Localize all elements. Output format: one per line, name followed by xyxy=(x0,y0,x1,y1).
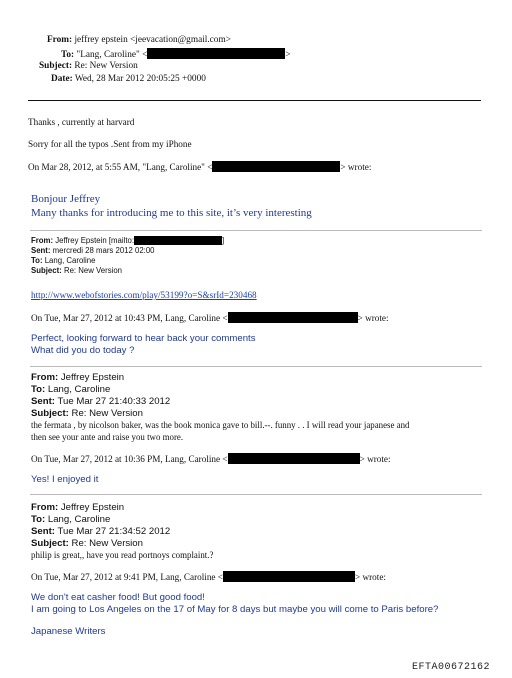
fwd3-sent-label: Sent: xyxy=(31,526,55,537)
header-subject-value: Re: New Version xyxy=(74,61,138,71)
header-date-label: Date: xyxy=(51,74,73,84)
fwd1-from-row xyxy=(31,236,224,245)
fwd1-subject-label: Subject: xyxy=(31,266,62,275)
fwd2-divider xyxy=(30,366,482,367)
fwd2-subject-label: Subject: xyxy=(31,408,69,419)
fwd1-from-value: Jeffrey Epstein [mailto: xyxy=(55,236,134,245)
fwd2-body-line2: then see your ante and raise you two more. xyxy=(31,432,184,442)
fwd3-subject-label: Subject: xyxy=(31,538,69,549)
fwd3-wrote-pre: On Tue, Mar 27, 2012 at 9:41 PM, Lang, Caroline < xyxy=(31,572,223,582)
msg2-line1: Bonjour Jeffrey xyxy=(31,193,101,205)
fwd1-sent-label: Sent: xyxy=(31,246,51,255)
fwd2-subject-row xyxy=(31,408,143,419)
fwd2-subject-value: Re: New Version xyxy=(71,408,143,419)
fwd3-from-label: From: xyxy=(31,502,59,513)
fwd2-sent-row xyxy=(31,396,170,407)
fwd1-to-value: Lang, Caroline xyxy=(44,256,96,265)
msg1-line2: Sorry for all the typos .Sent from my iPhone xyxy=(28,139,192,149)
fwd2-to-label: To: xyxy=(31,384,46,395)
fwd2-to-row xyxy=(31,384,110,395)
fwd2-to-value: Lang, Caroline xyxy=(47,384,111,395)
fwd1-wrote-line xyxy=(31,312,389,323)
header-subject-row xyxy=(39,61,138,71)
fwd1-subject-row xyxy=(31,266,122,275)
header-to-value: "Lang, Caroline" < xyxy=(76,50,148,60)
msg4-line1: Yes! I enjoyed it xyxy=(31,474,99,485)
redaction-block xyxy=(134,236,225,245)
header-to-label: To: xyxy=(61,50,75,60)
fwd1-from-label: From: xyxy=(31,236,54,245)
msg1-line1: Thanks , currently at harvard xyxy=(28,117,135,127)
msg5-line3: Japanese Writers xyxy=(31,626,106,637)
header-to-row xyxy=(61,48,291,60)
webofstories-link[interactable]: http://www.webofstories.com/play/53199?o=S&srId=230468 xyxy=(31,290,257,300)
msg5-line1: We don't eat casher food! But good food! xyxy=(31,592,205,603)
fwd2-from-label: From: xyxy=(31,372,59,383)
fwd3-from-value: Jeffrey Epstein xyxy=(60,502,125,513)
document-id: EFTA00672162 xyxy=(412,662,491,673)
fwd3-subject-value: Re: New Version xyxy=(71,538,143,549)
msg1-wrote-line xyxy=(28,161,371,172)
fwd2-wrote-post: > wrote: xyxy=(359,454,391,464)
fwd3-sent-value: Tue Mar 27 21:34:52 2012 xyxy=(57,526,171,537)
fwd2-wrote-line xyxy=(31,453,391,464)
fwd3-divider xyxy=(30,494,482,495)
header-to-end: > xyxy=(285,50,291,60)
msg3-line1: Perfect, looking forward to hear back your comments xyxy=(31,333,256,344)
fwd3-subject-row xyxy=(31,538,143,549)
fwd3-sent-row xyxy=(31,526,170,537)
header-from-value: jeffrey epstein <jeevacation@gmail.com> xyxy=(74,35,231,45)
redaction-block xyxy=(228,312,358,323)
fwd1-wrote-pre: On Tue, Mar 27, 2012 at 10:43 PM, Lang, Caroline < xyxy=(31,313,228,323)
fwd1-to-label: To: xyxy=(31,256,43,265)
fwd2-sent-value: Tue Mar 27 21:40:33 2012 xyxy=(57,396,171,407)
fwd1-from-end: ] xyxy=(222,236,225,245)
fwd3-wrote-post: > wrote: xyxy=(355,572,386,582)
fwd1-to-row xyxy=(31,256,95,265)
fwd2-sent-label: Sent: xyxy=(31,396,55,407)
fwd1-sent-value: mercredi 28 mars 2012 02:00 xyxy=(52,246,155,255)
fwd3-wrote-line xyxy=(31,571,386,582)
fwd2-from-row xyxy=(31,372,124,383)
fwd3-to-value: Lang, Caroline xyxy=(47,514,111,525)
header-date-row xyxy=(51,74,206,84)
redaction-block xyxy=(228,453,360,464)
header-date-value: Wed, 28 Mar 2012 20:05:25 +0000 xyxy=(74,74,206,84)
header-from-label: From: xyxy=(47,35,73,45)
fwd3-from-row xyxy=(31,502,124,513)
redaction-block xyxy=(223,571,355,582)
msg5-line2: I am going to Los Angeles on the 17 of May for 8 days but maybe you will come to Paris before? xyxy=(31,604,439,615)
fwd2-wrote-pre: On Tue, Mar 27, 2012 at 10:36 PM, Lang, Caroline < xyxy=(31,454,228,464)
fwd1-wrote-post: > wrote: xyxy=(357,313,389,323)
fwd3-body-line1: philip is great,, have you read portnoys complaint.? xyxy=(31,550,214,560)
redaction-block xyxy=(212,161,340,172)
msg2-line2: Many thanks for introducing me to this site, it’s very interesting xyxy=(31,207,312,219)
fwd3-to-label: To: xyxy=(31,514,46,525)
fwd3-to-row xyxy=(31,514,110,525)
msg3-line2: What did you do today ? xyxy=(31,345,135,356)
fwd1-subject-value: Re: New Version xyxy=(63,266,123,275)
header-subject-label: Subject: xyxy=(39,61,73,71)
header-divider xyxy=(28,100,481,101)
msg1-wrote-pre: On Mar 28, 2012, at 5:55 AM, "Lang, Caroline" < xyxy=(28,162,213,172)
fwd1-sent-row xyxy=(31,246,155,255)
msg1-wrote-post: > wrote: xyxy=(340,162,372,172)
header-from-row xyxy=(47,35,231,45)
fwd2-from-value: Jeffrey Epstein xyxy=(60,372,125,383)
fwd1-divider xyxy=(30,230,482,231)
redaction-block xyxy=(147,48,285,59)
fwd2-body-line1: the fermata , by nicolson baker, was the book monica gave to bill.--. funny . . I will read your japanese and xyxy=(31,420,410,430)
